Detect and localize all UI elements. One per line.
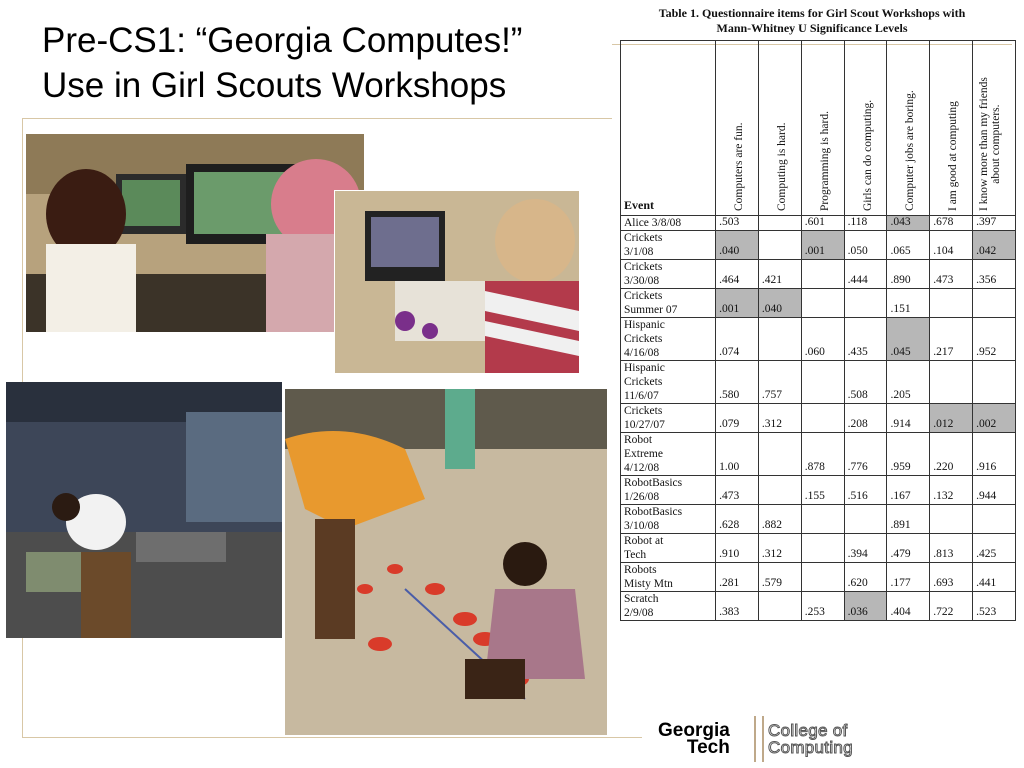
- value-cell: .473: [930, 260, 973, 289]
- event-cell-line: RobotBasics: [624, 506, 683, 518]
- event-cell-line: Extreme: [624, 448, 663, 460]
- value-cell: .050: [844, 231, 887, 260]
- value-cell: .060: [801, 318, 844, 361]
- value-cell: .104: [930, 231, 973, 260]
- event-cell-line: Crickets: [624, 376, 663, 388]
- table-row: [621, 433, 1016, 476]
- event-cell: [621, 216, 716, 231]
- logo-georgia: Georgia: [658, 720, 730, 741]
- event-cell-line: Robots: [624, 564, 657, 576]
- event-cell-line: Crickets: [624, 261, 663, 273]
- value-cell: [801, 534, 844, 563]
- value-cell: [801, 260, 844, 289]
- table-row: [621, 231, 1016, 260]
- column-header-text: [776, 123, 788, 212]
- column-header-3: [801, 41, 844, 216]
- event-cell: [621, 289, 716, 318]
- value-cell: .167: [887, 476, 930, 505]
- value-cell: [930, 505, 973, 534]
- slide-title-line-2: Use in Girl Scouts Workshops: [42, 66, 507, 105]
- event-cell-line: Crickets: [624, 232, 663, 244]
- value-cell: [758, 318, 801, 361]
- value-cell: .464: [716, 260, 759, 289]
- event-cell: [621, 231, 716, 260]
- value-cell: [844, 505, 887, 534]
- value-cell: .281: [716, 563, 759, 592]
- value-cell: .890: [887, 260, 930, 289]
- value-cell: .910: [716, 534, 759, 563]
- logo-college-of: College of: [768, 721, 848, 740]
- photo-girls-at-laptops: [26, 134, 364, 332]
- questionnaire-table-block: [612, 6, 1012, 621]
- event-cell-line: 1/26/08: [624, 491, 660, 503]
- value-cell: [758, 433, 801, 476]
- value-cell: [844, 289, 887, 318]
- value-cell: .891: [887, 505, 930, 534]
- slide-title: [42, 18, 522, 108]
- value-cell: .404: [887, 592, 930, 621]
- event-cell: [621, 505, 716, 534]
- column-header-line: I am good at computing: [947, 101, 960, 211]
- value-cell: .045: [887, 318, 930, 361]
- table-row: [621, 361, 1016, 404]
- value-cell: .882: [758, 505, 801, 534]
- column-header-4: [844, 41, 887, 216]
- value-cell: .878: [801, 433, 844, 476]
- table-row: [621, 505, 1016, 534]
- value-cell: .523: [973, 592, 1016, 621]
- value-cell: .177: [887, 563, 930, 592]
- value-cell: .036: [844, 592, 887, 621]
- event-cell-line: Crickets: [624, 333, 663, 345]
- value-cell: [930, 289, 973, 318]
- event-cell-line: Tech: [624, 549, 647, 561]
- logo-computing: Computing: [768, 738, 853, 757]
- value-cell: .312: [758, 404, 801, 433]
- table-header-row: [621, 41, 1016, 216]
- value-cell: .042: [973, 231, 1016, 260]
- value-cell: .065: [887, 231, 930, 260]
- value-cell: .479: [887, 534, 930, 563]
- table-row: [621, 260, 1016, 289]
- photo-robot-floor-activity: [284, 388, 608, 736]
- value-cell: .205: [887, 361, 930, 404]
- event-cell-line: RobotBasics: [624, 477, 683, 489]
- value-cell: .040: [716, 231, 759, 260]
- value-cell: .040: [758, 289, 801, 318]
- event-cell-line: 2/9/08: [624, 607, 654, 619]
- value-cell: .693: [930, 563, 973, 592]
- table-row: [621, 534, 1016, 563]
- value-cell: [758, 476, 801, 505]
- table-row: [621, 563, 1016, 592]
- value-cell: .356: [973, 260, 1016, 289]
- value-cell: .425: [973, 534, 1016, 563]
- event-cell-line: 3/10/08: [624, 520, 660, 532]
- event-cell-line: Crickets: [624, 290, 663, 302]
- value-cell: [801, 505, 844, 534]
- event-cell-line: Crickets: [624, 405, 663, 417]
- value-cell: .220: [930, 433, 973, 476]
- event-column-header: Event: [621, 41, 716, 216]
- value-cell: [801, 289, 844, 318]
- value-cell: .444: [844, 260, 887, 289]
- college-of-computing-logo: [768, 722, 853, 756]
- column-header-line: Girls can do computing.: [861, 99, 874, 211]
- value-cell: .253: [801, 592, 844, 621]
- value-cell: .002: [973, 404, 1016, 433]
- value-cell: .503: [716, 216, 759, 231]
- value-cell: .441: [973, 563, 1016, 592]
- event-cell-line: 3/1/08: [624, 246, 654, 258]
- value-cell: .001: [801, 231, 844, 260]
- value-cell: .580: [716, 361, 759, 404]
- column-header-line: I know more than my friends: [978, 77, 991, 211]
- value-cell: .516: [844, 476, 887, 505]
- event-cell-line: Robot at: [624, 535, 664, 547]
- georgia-tech-logo: [658, 722, 730, 756]
- value-cell: .508: [844, 361, 887, 404]
- table-body: [621, 216, 1016, 621]
- value-cell: .421: [758, 260, 801, 289]
- event-cell: [621, 260, 716, 289]
- value-cell: [801, 563, 844, 592]
- event-cell-line: 11/6/07: [624, 390, 659, 402]
- event-cell-line: Scratch: [624, 593, 659, 605]
- event-cell: [621, 433, 716, 476]
- column-header-text: [904, 90, 916, 211]
- column-header-text: [978, 77, 1002, 211]
- column-header-7: [973, 41, 1016, 216]
- value-cell: .579: [758, 563, 801, 592]
- logo-tech: Tech: [686, 737, 730, 758]
- decorative-line-bottom: [22, 737, 642, 738]
- column-header-2: [758, 41, 801, 216]
- value-cell: [973, 289, 1016, 318]
- event-cell-line: Misty Mtn: [624, 578, 673, 590]
- column-header-6: [930, 41, 973, 216]
- slide-title-line-1: Pre-CS1: “Georgia Computes!”: [42, 21, 523, 60]
- column-header-line: Computers are fun.: [733, 122, 745, 211]
- column-header-1: [716, 41, 759, 216]
- value-cell: .132: [930, 476, 973, 505]
- table-caption: [612, 6, 1012, 36]
- value-cell: .001: [716, 289, 759, 318]
- event-cell-line: Alice 3/8/08: [624, 217, 682, 229]
- value-cell: .944: [973, 476, 1016, 505]
- value-cell: .012: [930, 404, 973, 433]
- value-cell: [758, 592, 801, 621]
- table-caption-line-2: Mann-Whitney U Significance Levels: [716, 21, 908, 35]
- event-cell: [621, 563, 716, 592]
- value-cell: .813: [930, 534, 973, 563]
- value-cell: .208: [844, 404, 887, 433]
- value-cell: .217: [930, 318, 973, 361]
- value-cell: .151: [887, 289, 930, 318]
- photo-cafeteria-workshop: [6, 382, 282, 638]
- value-cell: .916: [973, 433, 1016, 476]
- value-cell: .952: [973, 318, 1016, 361]
- event-cell: [621, 361, 716, 404]
- column-header-5: [887, 41, 930, 216]
- value-cell: .620: [844, 563, 887, 592]
- column-header-text: [862, 100, 874, 211]
- value-cell: [801, 361, 844, 404]
- value-cell: .312: [758, 534, 801, 563]
- value-cell: .043: [887, 216, 930, 231]
- value-cell: .397: [973, 216, 1016, 231]
- value-cell: .074: [716, 318, 759, 361]
- value-cell: .914: [887, 404, 930, 433]
- value-cell: .118: [844, 216, 887, 231]
- event-cell-line: 10/27/07: [624, 419, 665, 431]
- event-cell-line: Hispanic: [624, 362, 665, 374]
- value-cell: .959: [887, 433, 930, 476]
- event-cell: [621, 404, 716, 433]
- event-cell-line: Summer 07: [624, 304, 678, 316]
- event-cell: [621, 534, 716, 563]
- value-cell: .601: [801, 216, 844, 231]
- event-cell: [621, 318, 716, 361]
- value-cell: .776: [844, 433, 887, 476]
- column-header-line: Computer jobs are boring.: [904, 90, 917, 211]
- value-cell: .435: [844, 318, 887, 361]
- value-cell: [973, 505, 1016, 534]
- event-cell: [621, 476, 716, 505]
- column-header-line: about computers.: [990, 104, 1003, 184]
- event-cell-line: Robot: [624, 434, 653, 446]
- column-header-line: Programming is hard.: [818, 111, 831, 211]
- value-cell: .383: [716, 592, 759, 621]
- event-cell-line: 4/16/08: [624, 347, 660, 359]
- event-cell-line: Hispanic: [624, 319, 665, 331]
- table-row: [621, 592, 1016, 621]
- event-cell-line: 3/30/08: [624, 275, 660, 287]
- column-header-text: [819, 111, 831, 211]
- value-cell: .678: [930, 216, 973, 231]
- decorative-line-top: [22, 118, 612, 119]
- table-row: [621, 216, 1016, 231]
- table-row: [621, 318, 1016, 361]
- value-cell: [758, 231, 801, 260]
- event-cell: [621, 592, 716, 621]
- value-cell: .757: [758, 361, 801, 404]
- event-cell-line: 4/12/08: [624, 462, 660, 474]
- photo-girls-with-robot-kit: [334, 190, 580, 374]
- column-header-text: [947, 101, 959, 211]
- value-cell: [973, 361, 1016, 404]
- value-cell: .079: [716, 404, 759, 433]
- value-cell: [930, 361, 973, 404]
- value-cell: .628: [716, 505, 759, 534]
- value-cell: .473: [716, 476, 759, 505]
- questionnaire-table: [620, 40, 1016, 621]
- table-caption-line-1: Table 1. Questionnaire items for Girl Scout Workshops with: [658, 6, 966, 20]
- column-header-line: Computing is hard.: [775, 122, 788, 211]
- logo-divider: [754, 716, 764, 762]
- column-header-text: [733, 123, 745, 211]
- value-cell: .155: [801, 476, 844, 505]
- table-row: [621, 476, 1016, 505]
- value-cell: .394: [844, 534, 887, 563]
- value-cell: .722: [930, 592, 973, 621]
- value-cell: [758, 216, 801, 231]
- table-row: [621, 404, 1016, 433]
- table-row: [621, 289, 1016, 318]
- value-cell: 1.00: [716, 433, 759, 476]
- value-cell: [801, 404, 844, 433]
